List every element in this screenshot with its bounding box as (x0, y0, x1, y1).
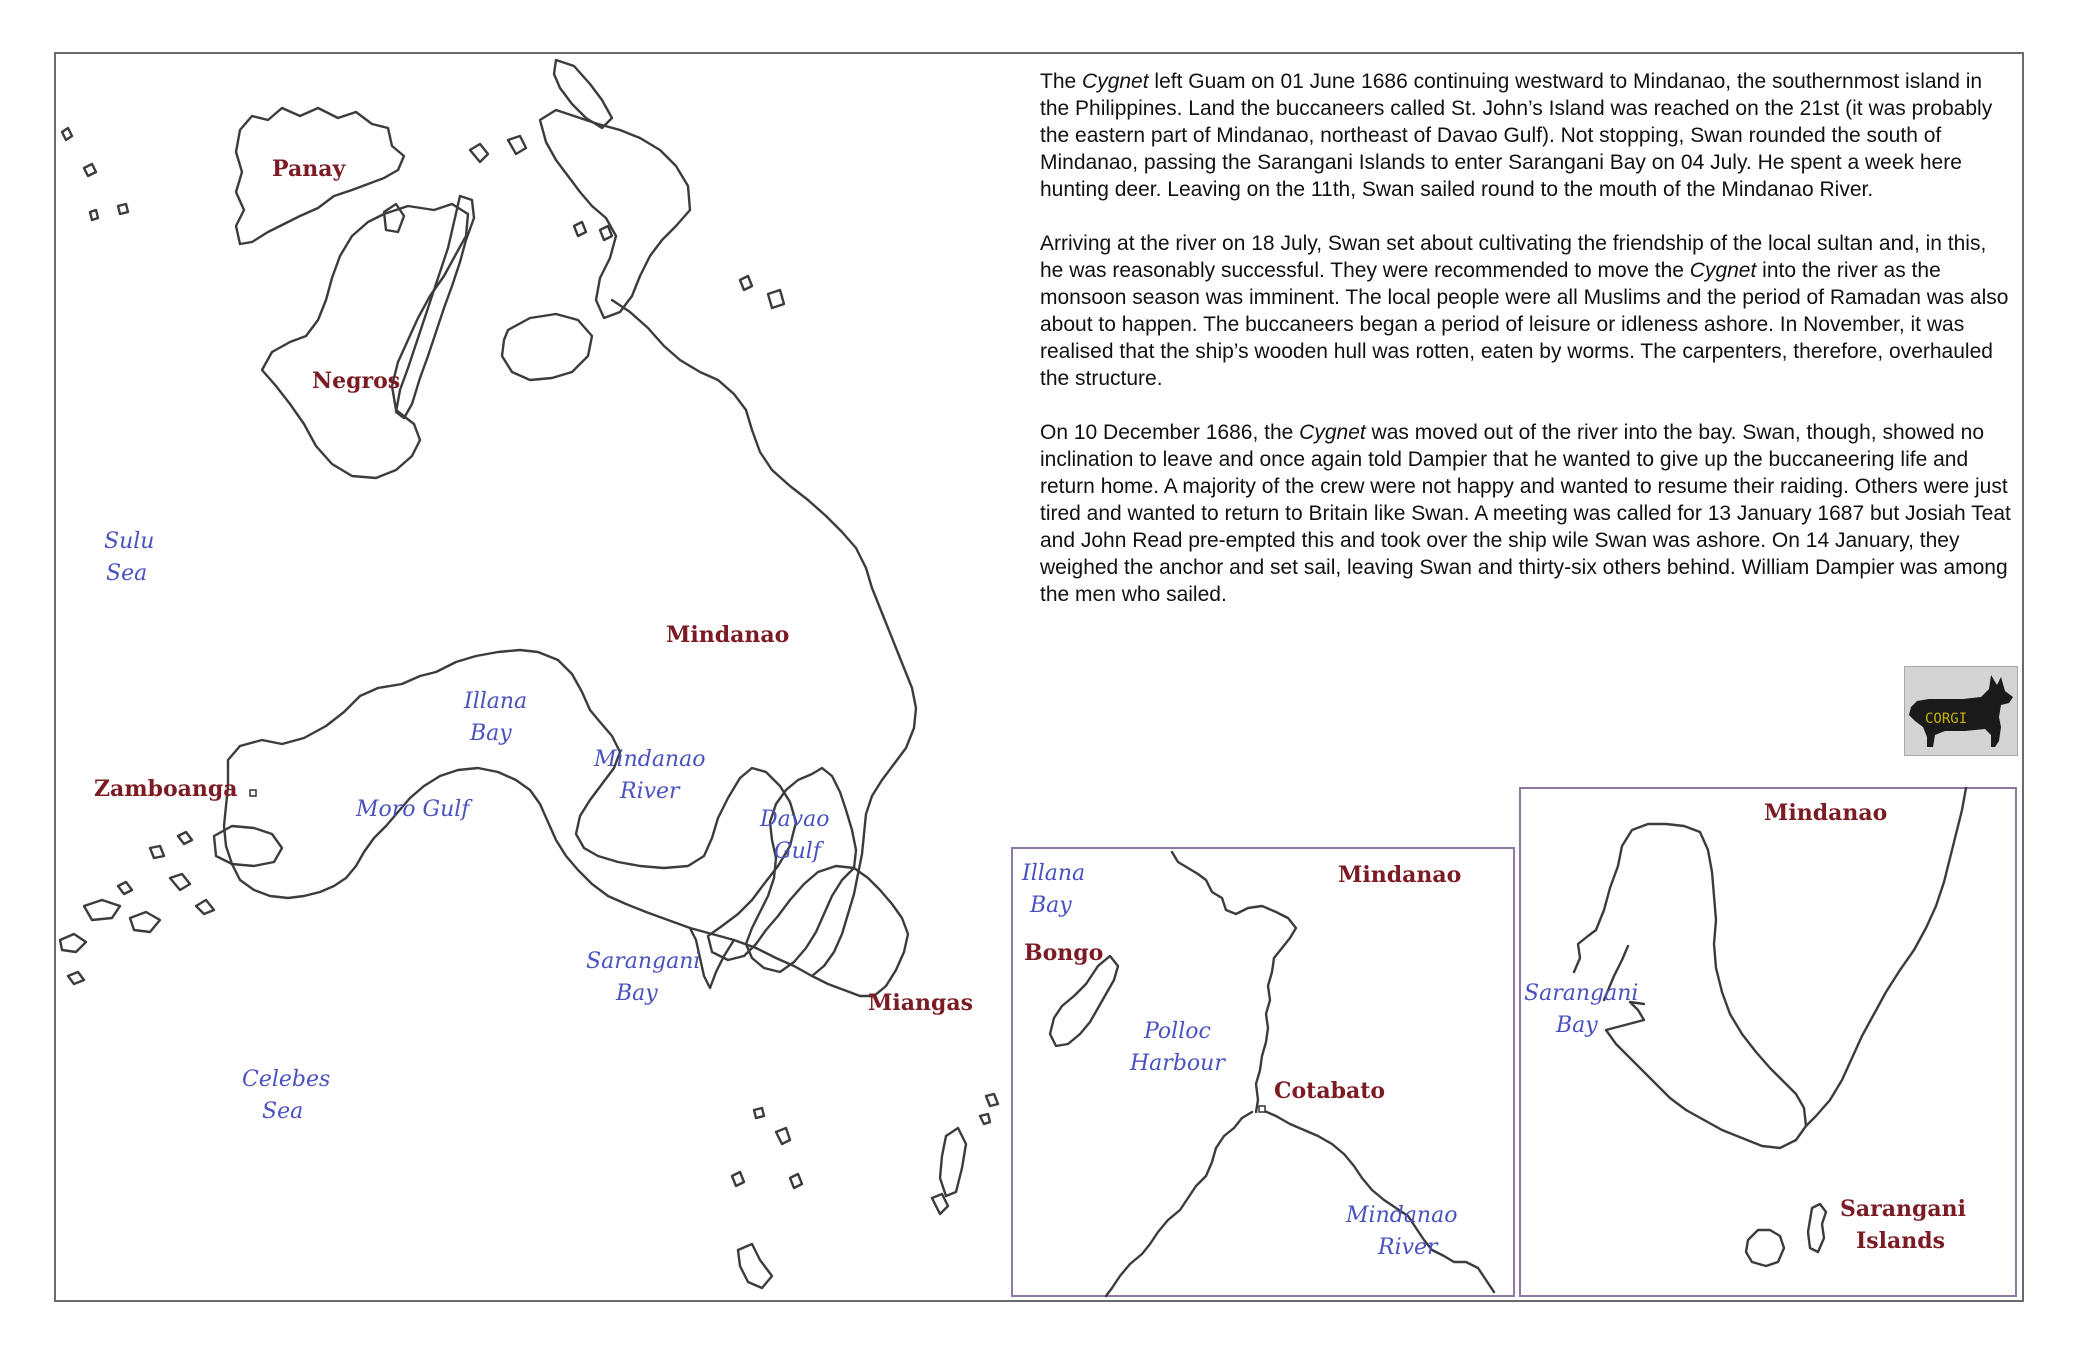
label-sulu-sea-line1: Sulu (104, 529, 155, 554)
label-sarangani-bay-line1: Sarangani (586, 949, 701, 974)
label-davao-gulf-line2: Gulf (774, 839, 821, 864)
label-davao-gulf-line1: Davao (760, 807, 830, 832)
inset-cotabato (1012, 848, 1514, 1296)
inset2-label-mindanao: Mindanao (1764, 800, 1888, 826)
p2-text-a: Arriving at the river on 18 July, Swan set about cultivating the friendship of the local sultan and, in this, he was reasonably successful. They were recommended to move the (1040, 232, 1987, 282)
label-mindanao-river-line1: Mindanao (594, 747, 706, 772)
southern-islets (732, 1094, 998, 1288)
inset-label-polloc-line1: Polloc (1144, 1019, 1211, 1044)
negros-island (262, 204, 468, 478)
sulu-islets (60, 832, 214, 984)
inset-label-polloc-line2: Harbour (1130, 1051, 1225, 1076)
inset2-label-bay-line2: Bay (1556, 1013, 1598, 1038)
inset-cotabato-marker (1259, 1106, 1265, 1112)
narrative-paragraph-1 (1040, 68, 2015, 203)
inset-label-river-line1: Mindanao (1346, 1203, 1458, 1228)
inset-label-illana-line1: Illana (1022, 861, 1086, 886)
label-mindanao: Mindanao (666, 622, 790, 648)
inset2-label-bay-line1: Sarangani (1524, 981, 1639, 1006)
inset-label-bongo: Bongo (1024, 940, 1104, 966)
narrative-text (1040, 68, 2015, 635)
p1-text-a: The (1040, 70, 1083, 93)
inset-label-illana-line2: Bay (1030, 893, 1072, 918)
leyte-samar (540, 110, 690, 318)
inset2-label-islands-line1: Sarangani (1840, 1196, 1966, 1222)
cebu-island (396, 196, 474, 418)
main-map (60, 60, 998, 1288)
narrative-paragraph-3 (1040, 419, 2015, 608)
label-mindanao-river-line2: River (620, 779, 680, 804)
bohol-island (502, 314, 592, 380)
corgi-logo (1904, 666, 2018, 756)
inset2-label-islands-line2: Islands (1856, 1228, 1946, 1254)
label-illana-bay-line2: Bay (470, 721, 512, 746)
p2-text-b: into the river as the monsoon season was imminent. The local people were all Muslims and the period of Ramadan was also about to happen. The buccaneers began a period of leisure or idleness ashore. In November, it was realised that the ship’s wooden hull was rotten, eaten by worms. The carpenters, therefore, overhauled the structure. (1040, 259, 2009, 390)
label-celebes-sea-line2: Sea (262, 1099, 304, 1124)
label-negros: Negros (312, 368, 401, 394)
inset-label-mindanao: Mindanao (1338, 862, 1462, 888)
inset-cotabato-border (1012, 848, 1514, 1296)
visayas-islets (62, 128, 784, 308)
narrative-paragraph-2 (1040, 230, 2015, 392)
label-celebes-sea-line1: Celebes (242, 1067, 331, 1092)
label-zamboanga: Zamboanga (94, 776, 238, 802)
p2-ship-name: Cygnet (1689, 259, 1757, 282)
corgi-silhouette-icon (1905, 667, 2017, 755)
zamboanga-marker (250, 790, 256, 796)
label-sarangani-bay-line2: Bay (616, 981, 658, 1006)
p3-ship-name: Cygnet (1299, 421, 1366, 444)
label-miangas: Miangas (868, 990, 973, 1016)
p3-text-b: was moved out of the river into the bay. Swan, though, showed no inclination to leave and once again told Dampier that he wanted to give up the buccaneering life and return home. A majority of the crew were not happy and wanted to resume their raiding. Others were just tired and wanted to return to Britain like Swan. A meeting was called for 13 January 1687 but Josiah Teat and John Read pre-empted this and took over the ship wile Swan was ashore. On 14 January, they weighed the anchor and set sail, leaving Swan and thirty-six others behind. William Dampier was among the men who sailed. (1040, 421, 2011, 606)
label-illana-bay-line1: Illana (464, 689, 528, 714)
p1-ship-name: Cygnet (1082, 70, 1149, 93)
p1-text-b: left Guam on 01 June 1686 continuing westward to Mindanao, the southernmost island in the Philippines. Land the buccaneers called St. John’s Island was reached on the 21st (it was probably the eastern part of Mindanao, northeast of Davao Gulf). Not stopping, Swan rounded the south of Mindanao, passing the Sarangani Islands to enter Sarangani Bay on 04 July. He spent a week here hunting deer. Leaving on the 11th, Swan sailed round to the mouth of the Mindanao River. (1040, 70, 1993, 201)
main-map-labels (94, 156, 973, 1124)
inset-sarangani (1520, 788, 2016, 1296)
inset-label-river-line2: River (1378, 1235, 1438, 1260)
label-moro-gulf: Moro Gulf (356, 797, 470, 822)
label-panay: Panay (272, 156, 346, 182)
inset-label-cotabato: Cotabato (1274, 1078, 1386, 1104)
logo-text: CORGI (1925, 711, 1968, 727)
p3-text-a: On 10 December 1686, the (1040, 421, 1300, 444)
label-sulu-sea-line2: Sea (106, 561, 148, 586)
